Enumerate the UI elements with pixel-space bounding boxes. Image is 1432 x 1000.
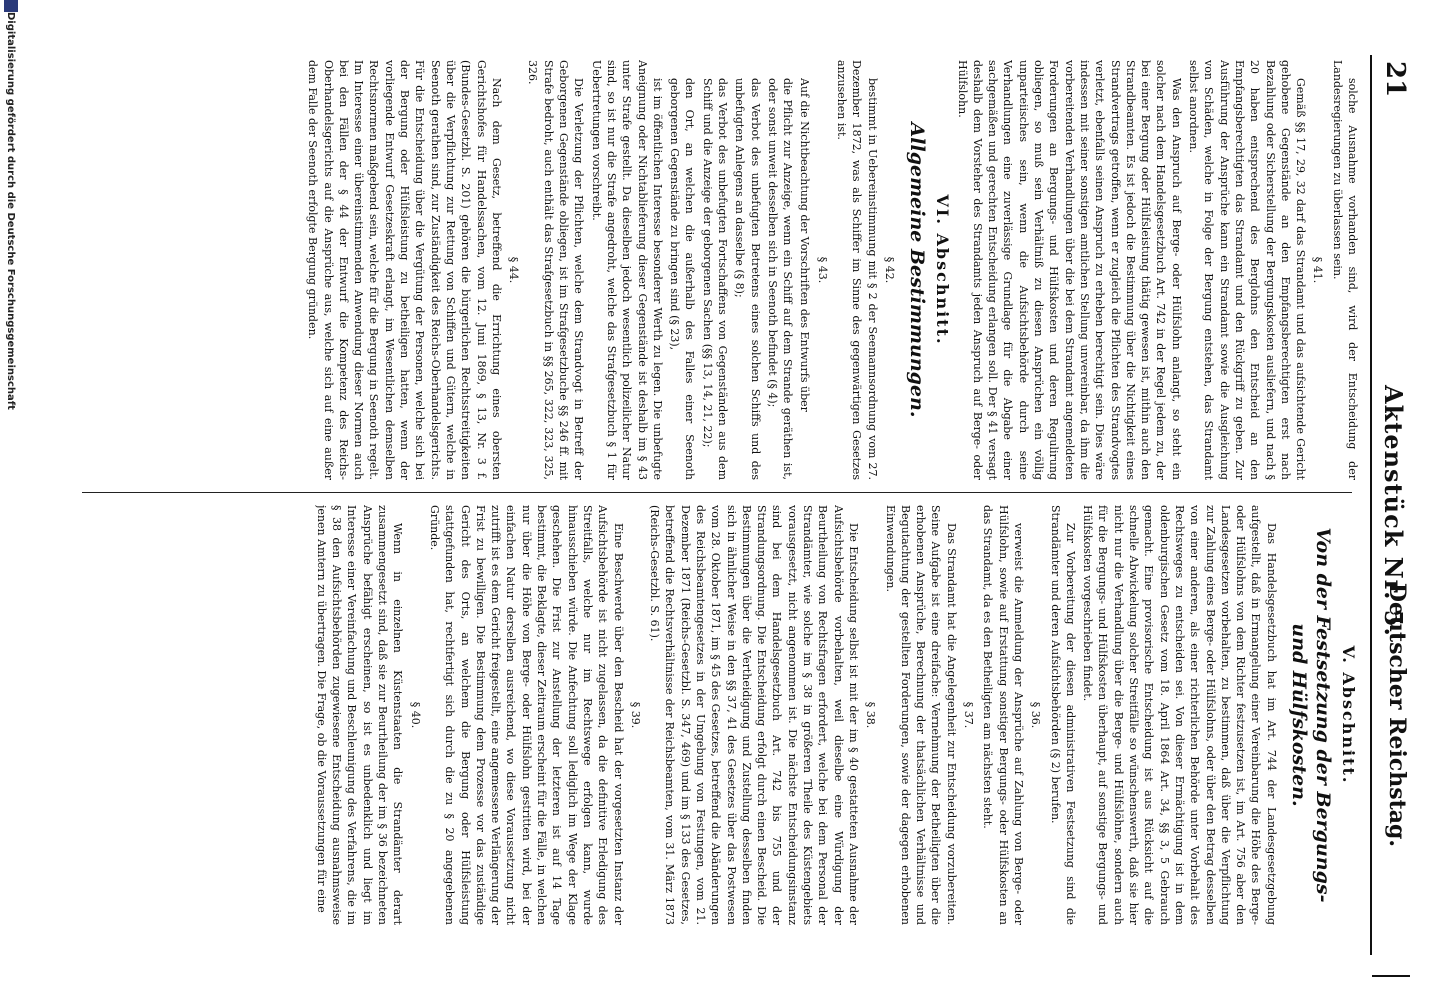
section-number: § 38. [864,701,878,729]
paragraph: Gemäß §§ 17, 29, 32 darf das Strandamt und das aufsichtende Gericht gehobene Gegenstände an den Empfangsberechtigten erst nach Bezahlung oder Sicherstellung der Bergungskosten ausliefern, und nach § 20 haben entsprechend des Berglohns den Entscheid an den Empfangsberechtigten das Strandamt und den Rückgriff zu geben. Zur Ausführung der Ansprüche kann ein Strandamt sowie die Ausgleichung von Schäden, welche in Folge der Bergung entstehen, das Strandamt selbst anordnen. [1187,60,1308,480]
section-number: § 36. [1029,701,1043,729]
paragraph: Wenn in einzelnen Küstenstaaten die Strandämter derart zusammengesetzt sind, daß sie zur Beurtheilung der im § 36 bezeichneten Ansprüche befähigt erscheinen, so ist es unbedenklich und liegt im Interesse einer Vereinfachung und Beschleunigung des Verfahrens, die im § 38 den Aufsichtsbehörden zugewiesene Entscheidung ausnahmsweise jenen Amtern zu übertragen. Die Frage, ob die Voraussetzungen für eine [314,505,405,925]
paragraph: Die Entscheidung selbst ist mit der im § 40 gestatteten Ausnahme der Aufsichtsbehörde vorbehalten, weil dieselbe eine Würdigung der Beurtheilung von Rechtsfragen erfordert, welche bei dem Personal der Strandämter, wie solche im § 38 in größeren Theile des Küstengebiets vorausgesetzt, nicht angenommen ist. Die nächste Entscheidungsinstanz sind bei dem Handelsgesetzbuch Art. 742 bis 755 und der Strandungsordnung. Die Entscheidung erfolgt durch einen Bescheid. Die Bestimmungen über die Vertheidigung und Zustellung desselben finden sich in ähnlicher Weise in den §§ 37, 41 des Gesetzes über das Postwesen vom 28. Oktober 1871, im § 45 des Gesetzes, betreffend die Abänderungen des Reichsbeamtengesetzes in der Umgebung von Festungen, vom 21. Dezember 1871 (Reichs-Gesetzbl. S. 347, 469) und im § 133 des Gesetzes, betreffend die Rechtsverhältnisse der Reichsbeamten, vom 31. März 1873 (Reichs-Gesetzbl. S. 61). [648,505,860,925]
paragraph: Was den Anspruch auf Berge- oder Hülfslohn anlangt, so steht ein solcher nach dem Handelsgesetzbuch Art. 742 in der Regel jedem zu, der bei einer Bergung oder Hülfsleistung thätig gewesen ist, mithin auch den Strandbeamten. Es ist jedoch die Bestimmung über die Nichtigkeit eines Strandvertrags getroffen, wenn er zugleich die Pflichten des Strandvogtes verletzt, ebenfalls seinen Anspruch zu erheben berechtigt sein. Dies wäre indessen mit seiner sonstigen amtlichen Stellung unvereinbar, da ihm die vorbereitenden Verhandlungen über die bei dem Strandamt angemeldeten Forderungen an Bergungs- und Hülfskosten und deren Regulirung obliegen, so muß sein Verhältniß zu diesen Ansprüchen ein völlig unparteiisches sein, wenn die Aufsichtsbehörde durch seine Verhandlungen eine zuverlässige Grundlage für die Abgabe einer sachgemäßen und gerechten Entscheidung erlangen soll. Der § 41 versagt deshalb dem Vorsteher des Strandamts jeden Anspruch auf Berge- oder Hülfslohn. [955,60,1183,480]
part-heading: Von der Festsetzung der Bergungs- und Hülfskosten. [1287,527,1334,903]
dfg-logo-icon [4,0,18,12]
paragraph: Zur Vorbereitung der diesen administrativen Festsetzung sind die Strandämter und deren Aufsichtsbehörden (§ 2) berufen. [1048,505,1077,925]
part-title: VI. Abschnitt. [933,194,953,346]
section-number: § 40. [408,701,422,729]
section-number: § 39. [628,701,642,729]
section-number: § 42. [882,256,896,284]
column-divider [82,492,1352,493]
section-number: § 44. [507,256,521,284]
running-title-left: Aktenstück Nr. 5. [1379,385,1408,637]
paragraph: Das Strandamt hat die Angelegenheit zur Entscheidung vorzubereiten. Seine Aufgabe ist eine dreifache: Vernehmung der Betheiligten über die erhobenen Ansprüche, Berechnung der thatsächlichen Verhältnisse und Begutachtung der gestellten Forderungen, sowie der dagegen erhobenen Einwendungen. [883,505,958,925]
column-left [70,60,1360,480]
list-item: das Verbot des unbefugten Fortschaffens von Gegenständen aus dem Schiff und die Anzeige der geborgenen Sachen (§§ 13, 14, 21, 22); [700,78,730,480]
paragraph: Die Verletzung der Pflichten, welche dem Strandvogt in Betreff der Geborgenen Gegenstände obliegen, ist im Strafgesetzbuche §§ 246 ff. mit Strafe bedroht, auch enthält das Strafgesetzbuch in §§ 265, 322, 323, 325, 326. [526,60,586,480]
section-number: § 37. [962,701,976,729]
list-item: die Pflicht zur Anzeige, wenn ein Schiff auf dem Strande geräthen ist, oder sonst unweit desselben sich in Seenoth befindet (§ 4); [765,78,795,480]
paragraph: Das Handelsgesetzbuch hat im Art. 744 der Landesgesetzgebung aufgestellt, daß in Ermangelung einer Vereinbarung die Höhe des Berge- oder Hülfslohns von dem Richter festzusetzen ist, im Art. 756 aber den Landesgesetzen vorbehalten, zu bestimmen, daß über die Verpflichtung zur Zahlung eines Berge- oder Hülfslohns, oder über den Betrag desselben von einer anderen, als einer richterlichen Behörde unter Vorbehalt des Rechtsweges zu entscheiden sei. Von dieser Ermächtigung ist in dem oldenburgischen Gesetz vom 18. April 1864 Art. 34, §§ 3, 5 Gebrauch gemacht. Eine provisorische Entscheidung ist aus Rücksicht auf die schnelle Abwickelung solcher Streitfälle so wünschenswerth, daß sie hier nicht nur die Verhandlung über die Berge- und Hülfslöhne, sondern auch für die Bergungs- und Hülfskosten überhaupt, auf sonstige Bergungs- und Hülfskosten vorgeschrieben findet. [1081,505,1278,925]
list-item: den Ort, an welchen die außerhalb des Falles einer Seenoth geborgenen Gegenstände zu bringen sind (§ 23), [668,78,697,480]
paragraph: ist im öffentlichen Interesse besonderer Werth zu legen. Die unbefugte Aneignung oder Nichtablieferung dieser Gegenstände ist deshalb im § 43 unter Strafe gestellt. Da dieselben jedoch wesentlich polizeilicher Natur sind, so ist nur die Strafe angedroht, welche das Strafgesetzbuch § 1 für Uebertretungen vorschreibt. [589,60,664,480]
part-title: V. Abschnitt. [1339,645,1358,785]
paragraph: bestimmt in Uebereinstimmung mit § 2 der Seemannsordnung vom 27. Dezember 1872, was als Schiffer im Sinne des gegenwärtigen Gesetzes anzusehen ist. [835,60,879,480]
list-item: das Verbot des unbefugten Betretens eines solchen Schiffs und des unbefugten Anlegens an dasselbe (§ 8); [733,78,762,480]
section-number: § 43. [815,256,829,284]
paragraph: Auf die Nichtbeachtung der Vorschriften des Entwurfs über [798,78,812,412]
page-number: 21 [1380,61,1410,98]
section-number: § 41. [1311,256,1325,284]
running-title-right: Deutscher Reichstag. [1384,582,1410,848]
digitization-note: Digitalisierung gefördert durch die Deutsche Forschungsgemeinschaft [5,12,16,410]
paragraph: Eine Beschwerde über den Bescheid hat der vorgesetzten Instanz der Aufsichtsbehörde ist nicht zugelassen, da die definitive Erledigung des Streitfalls, welche nur im Rechtswege erfolgen kann, wurde hinausschieben würde. Die Anfechtung soll lediglich im Wege der Klage geschehen. Die Frist zur Anstellung der letzteren ist auf 14 Tage bestimmt, die Beklagte, dieser Zeitraum erscheint für die Fälle, in welchen nur über die Höhe von Berge- oder Hülfslohn gestritten wird, bei der einfachen Natur derselben ausreichend, wo diese Voraussetzung nicht zutrifft ist es dem Gericht freigestellt, eine angemessene Verlängerung der Frist zu bewilligen. Die Bestimmung dem Prozesse vor das zuständige Gericht des Orts, an welchem die Bergung oder Hülfsleistung stattgefunden hat, rechtfertigt sich durch die zu § 20 angegebenen Gründe. [427,505,625,925]
digitization-footer [0,0,20,1000]
part-heading: Allgemeine Bestimmungen. [905,122,928,418]
paragraph: Nach dem Gesetz, betreffend die Errichtung eines obersten Gerichtshofes für Handelssachen, vom 12. Juni 1869, § 13, Nr. 3 f. (Bundes-Gesetzbl. S. 201) gehören die bürgerlichen Rechtsstreitigkeiten über die Verpflichtung zur Rettung von Schiffen und Gütern, welche in Seenoth gerathen sind, zur Zuständigkeit des Reichs-Oberhandelsgerichts. Für die Entscheidung über die Vergütung der Personen, welche sich bei der Bergung oder Hülfsleistung zu betheiligen hatten, wenn der vorliegende Entwurf Gesetzeskraft erlangt, im Wesentlichen demselben Rechtsnormen maßgebend sein, welche für die Bergung in Seenoth regelt. Im Interesse einer übereinstimmenden Anwendung dieser Normen auch bei den Fällen der § 44 der Entwurf die Kompetenz des Reichs-Oberhandelsgerichts auf die Ansprüche aus, welche sich auf eine außer dem Falle der Seenoth erfolgte Bergung gründen. [306,60,503,480]
header-separator [1372,975,1410,977]
column-right [70,505,1360,925]
paragraph: verweist die Anmeldung der Ansprüche auf Zahlung von Berge- oder Hülfslohn, sowie auf Erstattung sonstiger Bergungs- oder Hülfskosten an das Strandamt, da es den Betheiligten am nächsten steht. [981,505,1025,925]
paragraph: solche Ausnahme vorhanden sind, wird der Entscheidung der Landesregierungen zu überlassen sein. [1330,60,1359,480]
